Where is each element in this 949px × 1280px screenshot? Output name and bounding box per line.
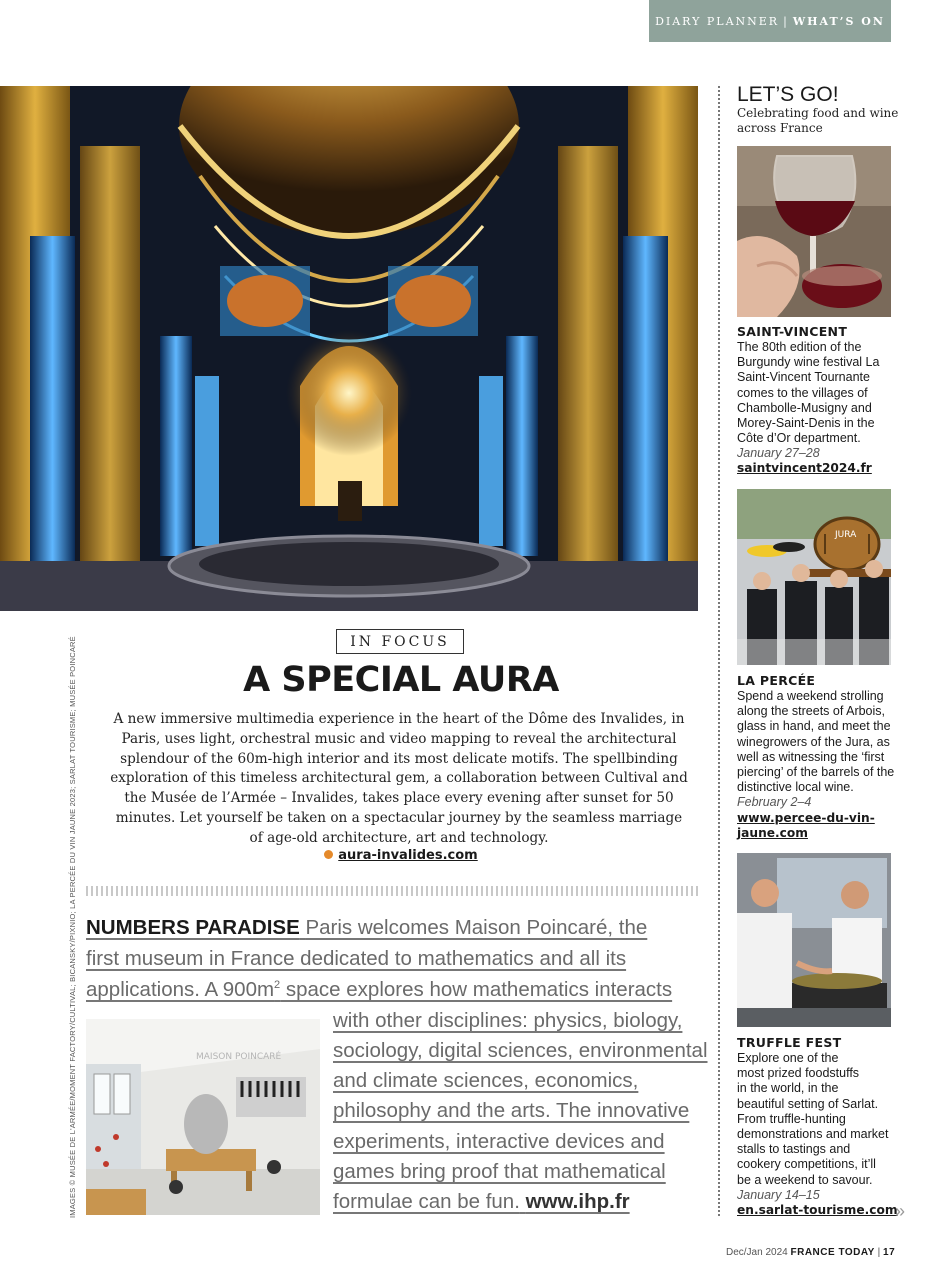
np-line-4: with other disciplines: physics, biology, (333, 1009, 683, 1032)
event-date-truffle-fest: January 14–15 (737, 1188, 820, 1202)
bullet-dot-icon (324, 850, 333, 859)
desc-line: Saint-Vincent Tournante (737, 370, 870, 385)
desc-line: Chambolle-Musigny and (737, 400, 872, 415)
desc-line: Burgundy wine festival La (737, 355, 880, 370)
section-label: DIARY PLANNER (655, 14, 780, 28)
desc-line: winegrowers of the Jura, as (737, 734, 890, 749)
desc-line: well as witnessing the ‘first (737, 749, 885, 764)
event-desc-saint-vincent (737, 340, 879, 446)
desc-line: The 80th edition of the (737, 340, 862, 354)
np-line-5: sociology, digital sciences, environmental (333, 1039, 708, 1062)
footer-separator: | (877, 1247, 881, 1258)
np-superscript: 2 (274, 979, 281, 992)
wine-glass-illustration (737, 146, 891, 317)
desc-line: beautiful setting of Sarlat. (737, 1096, 879, 1111)
footer-page-number: 17 (883, 1247, 896, 1258)
np-text-1: Paris welcomes Maison Poincaré, the (305, 916, 648, 939)
np-line-6: and climate sciences, economics, (333, 1069, 639, 1092)
feature-link-row (86, 848, 716, 863)
photo-credits: IMAGES © MUSÉE DE L'ARMÉE/MOMENT FACTORY/CULTIVAL; BICANSKY/PIXNIO; LA PERCÉE DU VIN JAUNE 2023; SARLAT TOURISME; MUSÉE POINCARÉ (68, 636, 77, 1218)
desc-line: in the world, in the (737, 1081, 839, 1096)
event-link-saint-vincent[interactable]: saintvincent2024.fr (737, 461, 872, 475)
np-line-10 (333, 1190, 630, 1214)
sidebar-subtitle: Celebrating food and wine across France (737, 106, 899, 135)
np-line-1 (86, 916, 647, 940)
event-desc-la-percee (737, 689, 894, 795)
section-separator: | (783, 14, 789, 28)
np-line-7: philosophy and the arts. The innovative (333, 1099, 690, 1122)
desc-line: distinctive local wine. (737, 780, 854, 795)
photo-maison-poincare (86, 1019, 320, 1215)
hero-photo-dome-invalides (0, 86, 698, 611)
footer-magazine: FRANCE TODAY (790, 1247, 875, 1258)
feature-headline: A SPECIAL AURA (243, 660, 559, 700)
np-line-2: first museum in France dedicated to mathematics and all its (86, 947, 627, 970)
feature-link[interactable]: aura-invalides.com (338, 848, 478, 863)
chefs-illustration (737, 853, 891, 1027)
np-title: NUMBERS PARADISE (86, 916, 300, 939)
section-header-tab (649, 0, 891, 42)
np-line-3 (86, 978, 672, 1002)
section-divider (86, 886, 698, 896)
museum-sign-text: MAISON POINCARÉ (196, 1052, 282, 1062)
desc-line: piercing’ of the barrels of the (737, 765, 895, 780)
kicker-in-focus: IN FOCUS (336, 629, 464, 654)
event-desc-truffle-fest (737, 1051, 888, 1188)
np-text-10: formulae can be fun. (333, 1190, 520, 1213)
photo-truffle-chefs (737, 853, 891, 1027)
event-link-la-percee[interactable] (737, 811, 875, 841)
feature-body: A new immersive multimedia experience in the heart of the Dôme des Invalides, in Paris, uses light, orchestral music and video mapping to reveal the architectural splendour of the 60m-high interior and its most delicate motifs. The spellbinding exploration of this timeless architectural gem, a collaboration between Cultival and the Musée de l’Armée – Invalides, takes place every evening after sunset for 50 minutes. Let yourself be taken on a spectacular journey by the seamless marriage of age-old architecture, art and technology. (110, 711, 688, 846)
event-date-la-percee: February 2–4 (737, 795, 812, 809)
desc-line: Explore one of the (737, 1051, 839, 1065)
event-date-saint-vincent: January 27–28 (737, 446, 820, 460)
np-text-3a: applications. A 900m (86, 978, 275, 1001)
np-line-9: games bring proof that mathematical (333, 1160, 666, 1183)
desc-line: most prized foodstuffs (737, 1066, 860, 1081)
desc-line: demonstrations and market (737, 1127, 889, 1142)
desc-line: From truffle-hunting (737, 1111, 846, 1126)
subsection-label: WHAT’S ON (792, 14, 885, 28)
barrel-procession-illustration (737, 489, 891, 665)
hero-illustration (0, 86, 698, 611)
desc-line: stalls to tastings and (737, 1142, 851, 1157)
photo-wine-glass (737, 146, 891, 317)
museum-interior-illustration (86, 1019, 320, 1215)
np-line-8: experiments, interactive devices and (333, 1130, 665, 1153)
np-link[interactable]: www.ihp.fr (525, 1190, 630, 1213)
event-title-la-percee: LA PERCÉE (737, 673, 816, 688)
event-title-saint-vincent: SAINT-VINCENT (737, 324, 848, 339)
desc-line: Spend a weekend strolling (737, 689, 884, 703)
desc-line: glass in hand, and meet the (737, 719, 891, 734)
link-line: www.percee-du-vin- (737, 811, 875, 825)
sidebar-title: LET’S GO! (737, 83, 839, 106)
page-footer (726, 1247, 895, 1258)
barrel-label: JURA (835, 530, 857, 540)
event-link-truffle-fest[interactable]: en.sarlat-tourisme.com (737, 1203, 898, 1217)
desc-line: be a weekend to savour. (737, 1172, 873, 1187)
event-title-truffle-fest: TRUFFLE FEST (737, 1035, 842, 1050)
np-text-3b: space explores how mathematics interacts (280, 978, 673, 1001)
desc-line: Morey-Saint-Denis in the (737, 416, 875, 431)
desc-line: Côte d’Or department. (737, 431, 861, 446)
link-line: jaune.com (737, 826, 808, 841)
column-divider (718, 86, 720, 1216)
desc-line: comes to the villages of (737, 385, 868, 400)
footer-issue: Dec/Jan 2024 (726, 1247, 788, 1258)
continue-arrow-icon: » (895, 1201, 906, 1221)
desc-line: along the streets of Arbois, (737, 704, 886, 719)
photo-barrel-procession (737, 489, 891, 665)
desc-line: cookery competitions, it’ll (737, 1157, 876, 1172)
